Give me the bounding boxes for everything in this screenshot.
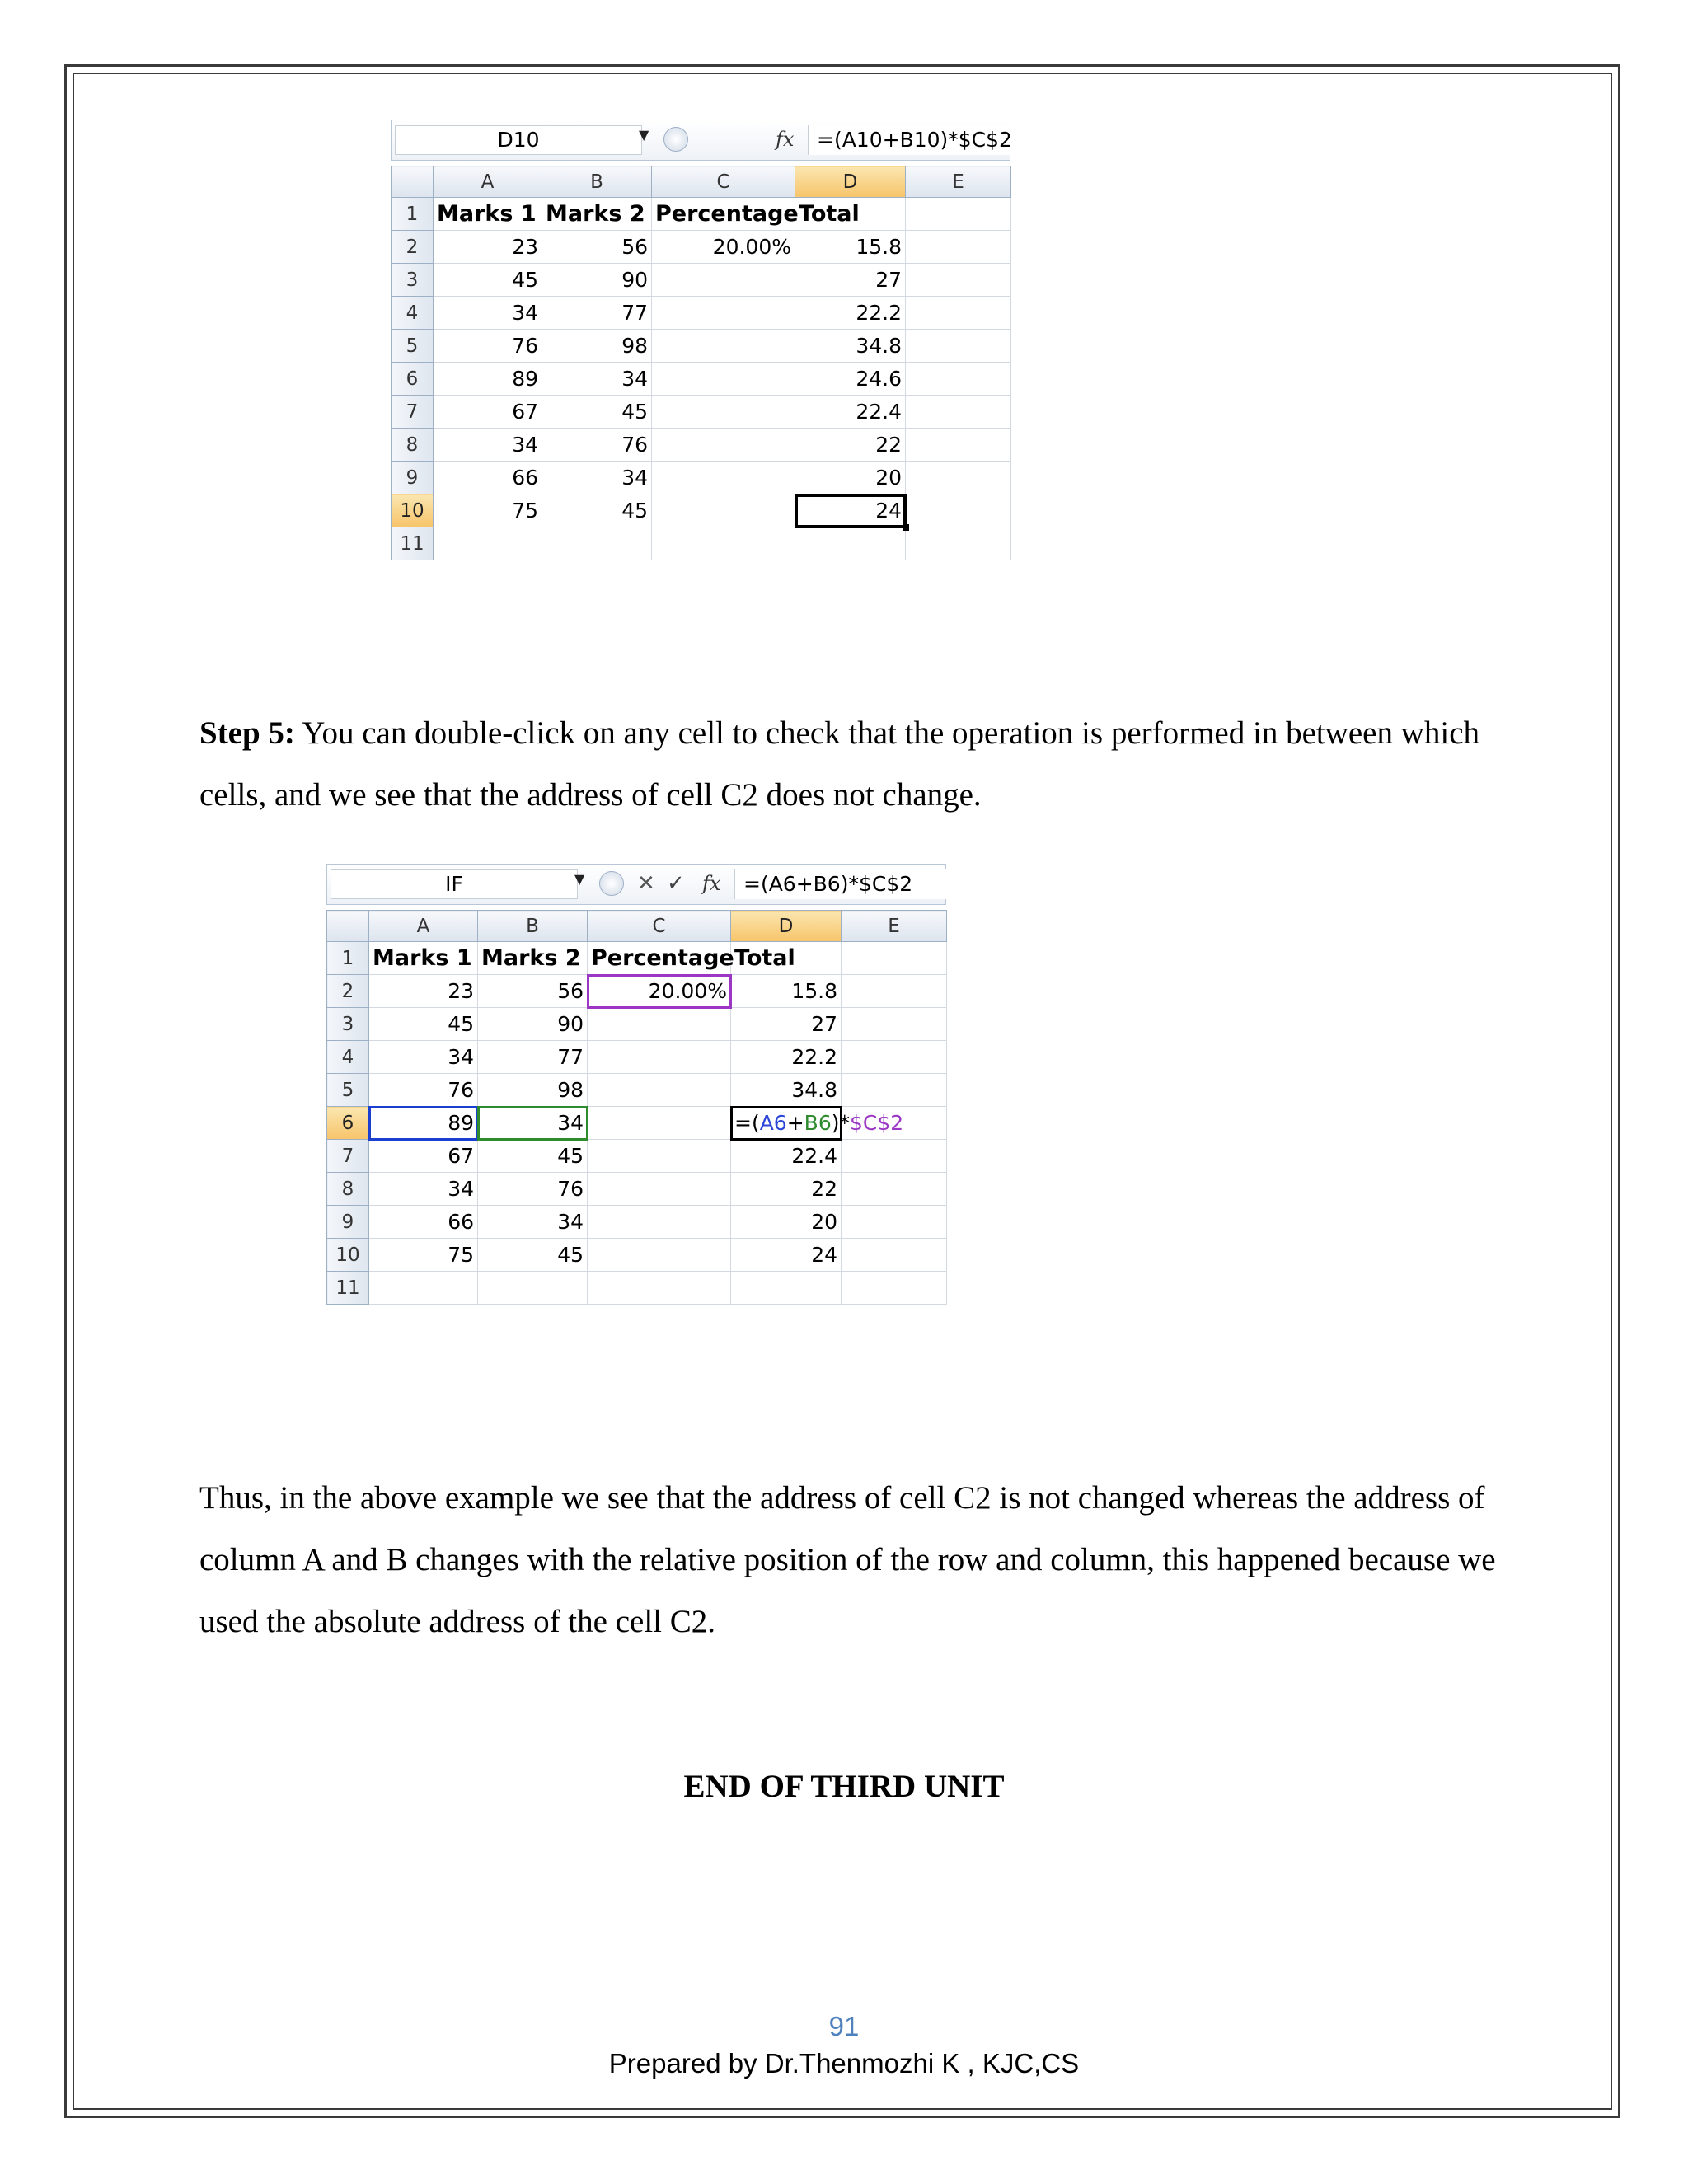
name-box-dropdown-icon[interactable]: ▼ — [639, 127, 649, 143]
table-row — [327, 1041, 947, 1074]
column-header-b[interactable]: B — [478, 911, 588, 942]
row-header[interactable]: 1 — [327, 942, 369, 975]
row-header[interactable]: 6 — [392, 363, 434, 396]
cell-d9[interactable]: 20 — [795, 462, 906, 494]
table-row — [327, 1173, 947, 1206]
cell-e8[interactable] — [842, 1173, 947, 1206]
cell-e10[interactable] — [906, 494, 1011, 527]
edit-ref-a6: A6 — [759, 1111, 787, 1135]
cancel-icon[interactable]: ✕ — [637, 871, 655, 896]
cell-b7[interactable]: 45 — [478, 1140, 588, 1173]
cell-c1[interactable]: Percentage — [588, 942, 731, 975]
cell-d11[interactable] — [795, 527, 906, 560]
row-header[interactable]: 2 — [327, 975, 369, 1008]
table-row — [327, 1140, 947, 1173]
column-header-e[interactable]: E — [842, 911, 947, 942]
cell-a10[interactable]: 75 — [369, 1239, 478, 1272]
cell-d4[interactable]: 22.2 — [795, 297, 906, 330]
worksheet-grid — [326, 910, 947, 1305]
table-row — [327, 975, 947, 1008]
column-header-b[interactable]: B — [542, 166, 652, 198]
cell-d2[interactable]: 15.8 — [731, 975, 842, 1008]
formula-input[interactable]: =(A10+B10)*$C$2 — [808, 125, 1010, 155]
cell-b1[interactable]: Marks 2 — [478, 942, 588, 975]
table-row — [327, 1074, 947, 1107]
cell-a5[interactable]: 76 — [434, 330, 542, 363]
cell-d7[interactable]: 22.4 — [795, 396, 906, 429]
cell-b6-referenced[interactable]: 34 — [478, 1107, 588, 1140]
column-header-a[interactable]: A — [369, 911, 478, 942]
cell-a3[interactable]: 45 — [369, 1008, 478, 1041]
name-box[interactable]: D10 — [395, 125, 642, 155]
cell-b5[interactable]: 98 — [542, 330, 652, 363]
table-row — [392, 462, 1011, 494]
cell-d5[interactable]: 34.8 — [795, 330, 906, 363]
edit-ref-b6: B6 — [804, 1111, 832, 1135]
prepared-by-footer: Prepared by Dr.Thenmozhi K , KJC,CS — [608, 2048, 1080, 2079]
column-header-row — [392, 166, 1011, 198]
page-number: 91 — [828, 2011, 860, 2041]
cell-b2[interactable]: 56 — [478, 975, 588, 1008]
row-header[interactable]: 6 — [327, 1107, 369, 1140]
cell-c3[interactable] — [652, 264, 795, 297]
cell-d8[interactable]: 22 — [795, 429, 906, 462]
cell-e1[interactable] — [842, 942, 947, 975]
cell-b11[interactable] — [478, 1272, 588, 1305]
formula-bar — [326, 864, 946, 905]
row-header[interactable]: 5 — [392, 330, 434, 363]
cell-a11[interactable] — [369, 1272, 478, 1305]
cell-d5[interactable]: 34.8 — [731, 1074, 842, 1107]
end-of-unit-heading: END OF THIRD UNIT — [683, 1769, 1005, 1804]
cell-b10[interactable]: 45 — [542, 494, 652, 527]
table-row — [327, 1272, 947, 1305]
cell-e10[interactable] — [842, 1239, 947, 1272]
cell-d1[interactable]: Total — [731, 942, 842, 975]
cell-a1[interactable]: Marks 1 — [369, 942, 478, 975]
cell-d11[interactable] — [731, 1272, 842, 1305]
table-row — [392, 330, 1011, 363]
cell-c6[interactable] — [652, 363, 795, 396]
cell-a1[interactable]: Marks 1 — [434, 198, 542, 231]
table-row — [392, 429, 1011, 462]
column-header-c[interactable]: C — [652, 166, 795, 198]
edit-text-plus: + — [786, 1111, 804, 1135]
cell-e3[interactable] — [842, 1008, 947, 1041]
cell-b5[interactable]: 98 — [478, 1074, 588, 1107]
cell-b7[interactable]: 45 — [542, 396, 652, 429]
row-header[interactable]: 7 — [327, 1140, 369, 1173]
edit-text-multiply: )* — [831, 1111, 850, 1135]
cell-c6[interactable] — [588, 1107, 731, 1140]
row-header[interactable]: 8 — [392, 429, 434, 462]
cell-b8[interactable]: 76 — [478, 1173, 588, 1206]
cell-d9[interactable]: 20 — [731, 1206, 842, 1239]
cell-c8[interactable] — [588, 1173, 731, 1206]
cell-a9[interactable]: 66 — [434, 462, 542, 494]
cell-c9[interactable] — [588, 1206, 731, 1239]
column-header-d[interactable]: D — [795, 166, 906, 198]
cell-e7[interactable] — [842, 1140, 947, 1173]
cell-c11[interactable] — [652, 527, 795, 560]
cell-a3[interactable]: 45 — [434, 264, 542, 297]
cell-b11[interactable] — [542, 527, 652, 560]
cell-a2[interactable]: 23 — [434, 231, 542, 264]
cell-e11[interactable] — [906, 527, 1011, 560]
cell-e2[interactable] — [842, 975, 947, 1008]
cell-c2-referenced[interactable]: 20.00% — [588, 975, 731, 1008]
conclusion-paragraph: Thus, in the above example we see that the address of cell C2 is not changed whereas the address of column A and B changes with the relative position of the row and column, this happened because we used the absolute address of the cell C2. — [199, 1480, 1496, 1639]
cell-a6-referenced[interactable]: 89 — [369, 1107, 478, 1140]
formula-bar-expand-icon[interactable] — [599, 871, 624, 896]
column-header-d[interactable]: D — [731, 911, 842, 942]
formula-bar — [391, 120, 1010, 161]
cell-e5[interactable] — [906, 330, 1011, 363]
cell-d6-editing[interactable] — [731, 1107, 904, 1140]
cell-e11[interactable] — [842, 1272, 947, 1305]
cell-a7[interactable]: 67 — [434, 396, 542, 429]
row-header[interactable]: 2 — [392, 231, 434, 264]
cell-e6[interactable] — [906, 363, 1011, 396]
cell-d6[interactable]: 24.6 — [795, 363, 906, 396]
cell-a4[interactable]: 34 — [369, 1041, 478, 1074]
row-header[interactable]: 3 — [392, 264, 434, 297]
cell-b3[interactable]: 90 — [542, 264, 652, 297]
table-row — [392, 363, 1011, 396]
cell-a5[interactable]: 76 — [369, 1074, 478, 1107]
cell-a6[interactable]: 89 — [434, 363, 542, 396]
cell-b6[interactable]: 34 — [542, 363, 652, 396]
step5-paragraph — [199, 702, 1518, 826]
cell-a11[interactable] — [434, 527, 542, 560]
name-box-dropdown-icon[interactable]: ▼ — [574, 871, 585, 887]
cell-e3[interactable] — [906, 264, 1011, 297]
table-row — [392, 396, 1011, 429]
step5-label: Step 5: — [199, 715, 295, 751]
cell-e4[interactable] — [842, 1041, 947, 1074]
row-header[interactable]: 10 — [327, 1239, 369, 1272]
table-row — [327, 1239, 947, 1272]
cell-b2[interactable]: 56 — [542, 231, 652, 264]
cell-e4[interactable] — [906, 297, 1011, 330]
cell-e7[interactable] — [906, 396, 1011, 429]
cell-e8[interactable] — [906, 429, 1011, 462]
table-row — [327, 1107, 947, 1140]
cell-d10-value: 24 — [875, 499, 902, 523]
cell-e6[interactable] — [842, 1107, 947, 1140]
cell-d2[interactable]: 15.8 — [795, 231, 906, 264]
row-header[interactable]: 5 — [327, 1074, 369, 1107]
cell-a8[interactable]: 34 — [434, 429, 542, 462]
edit-ref-c2: $C$2 — [850, 1111, 904, 1135]
formula-input[interactable]: =(A6+B6)*$C$2 — [734, 869, 946, 899]
cell-d8[interactable]: 22 — [731, 1173, 842, 1206]
table-row — [392, 231, 1011, 264]
insert-function-icon[interactable]: fx — [702, 872, 721, 895]
cell-a4[interactable]: 34 — [434, 297, 542, 330]
cell-c3[interactable] — [588, 1008, 731, 1041]
cell-c4[interactable] — [588, 1041, 731, 1074]
row-header[interactable]: 9 — [327, 1206, 369, 1239]
cell-d7[interactable]: 22.4 — [731, 1140, 842, 1173]
row-header[interactable]: 7 — [392, 396, 434, 429]
cell-b10[interactable]: 45 — [478, 1239, 588, 1272]
cell-a7[interactable]: 67 — [369, 1140, 478, 1173]
cell-c4[interactable] — [652, 297, 795, 330]
row-header[interactable]: 11 — [327, 1272, 369, 1305]
cell-b4[interactable]: 77 — [478, 1041, 588, 1074]
row-header[interactable]: 4 — [327, 1041, 369, 1074]
cell-b3[interactable]: 90 — [478, 1008, 588, 1041]
table-row — [392, 527, 1011, 560]
cell-e2[interactable] — [906, 231, 1011, 264]
row-header[interactable]: 1 — [392, 198, 434, 231]
table-row — [392, 297, 1011, 330]
table-row — [392, 494, 1011, 527]
table-row — [327, 1008, 947, 1041]
column-header-c[interactable]: C — [588, 911, 731, 942]
table-row — [392, 264, 1011, 297]
insert-function-icon[interactable]: fx — [776, 128, 795, 151]
column-header-a[interactable]: A — [434, 166, 542, 198]
select-all-corner[interactable] — [392, 166, 434, 198]
row-header[interactable]: 11 — [392, 527, 434, 560]
column-header-e[interactable]: E — [906, 166, 1011, 198]
cell-d10[interactable]: 24 — [731, 1239, 842, 1272]
cell-b4[interactable]: 77 — [542, 297, 652, 330]
cell-b1[interactable]: Marks 2 — [542, 198, 652, 231]
cell-d1[interactable]: Total — [795, 198, 906, 231]
select-all-corner[interactable] — [327, 911, 369, 942]
cell-e9[interactable] — [906, 462, 1011, 494]
table-row — [327, 942, 947, 975]
cell-c5[interactable] — [652, 330, 795, 363]
cell-e9[interactable] — [842, 1206, 947, 1239]
cell-a8[interactable]: 34 — [369, 1173, 478, 1206]
table-row — [327, 1206, 947, 1239]
cell-c9[interactable] — [652, 462, 795, 494]
cell-a10[interactable]: 75 — [434, 494, 542, 527]
enter-check-icon[interactable]: ✓ — [667, 871, 685, 896]
cell-c11[interactable] — [588, 1272, 731, 1305]
cell-b9[interactable]: 34 — [542, 462, 652, 494]
cell-c8[interactable] — [652, 429, 795, 462]
formula-bar-expand-icon[interactable] — [663, 127, 688, 152]
cell-c7[interactable] — [652, 396, 795, 429]
row-header[interactable]: 9 — [392, 462, 434, 494]
cell-b8[interactable]: 76 — [542, 429, 652, 462]
cell-d3[interactable]: 27 — [731, 1008, 842, 1041]
cell-c5[interactable] — [588, 1074, 731, 1107]
cell-b9[interactable]: 34 — [478, 1206, 588, 1239]
edit-text-open: =( — [734, 1111, 760, 1135]
cell-c7[interactable] — [588, 1140, 731, 1173]
row-header[interactable]: 10 — [392, 494, 434, 527]
table-row — [392, 198, 1011, 231]
cell-d4[interactable]: 22.2 — [731, 1041, 842, 1074]
cell-d10-selected[interactable] — [795, 494, 906, 527]
cell-c10[interactable] — [652, 494, 795, 527]
worksheet-grid — [391, 166, 1011, 560]
row-header[interactable]: 3 — [327, 1008, 369, 1041]
name-box[interactable]: IF — [331, 869, 578, 899]
row-header[interactable]: 8 — [327, 1173, 369, 1206]
cell-c10[interactable] — [588, 1239, 731, 1272]
column-header-row — [327, 911, 947, 942]
cell-d3[interactable]: 27 — [795, 264, 906, 297]
cell-e5[interactable] — [842, 1074, 947, 1107]
step5-text: You can double-click on any cell to check that the operation is performed in between which cells, and we see that the address of cell C2 does not change. — [199, 715, 1480, 813]
cell-e1[interactable] — [906, 198, 1011, 231]
cell-c1[interactable]: Percentage — [652, 198, 795, 231]
cell-a2[interactable]: 23 — [369, 975, 478, 1008]
row-header[interactable]: 4 — [392, 297, 434, 330]
cell-a9[interactable]: 66 — [369, 1206, 478, 1239]
cell-c2[interactable]: 20.00% — [652, 231, 795, 264]
